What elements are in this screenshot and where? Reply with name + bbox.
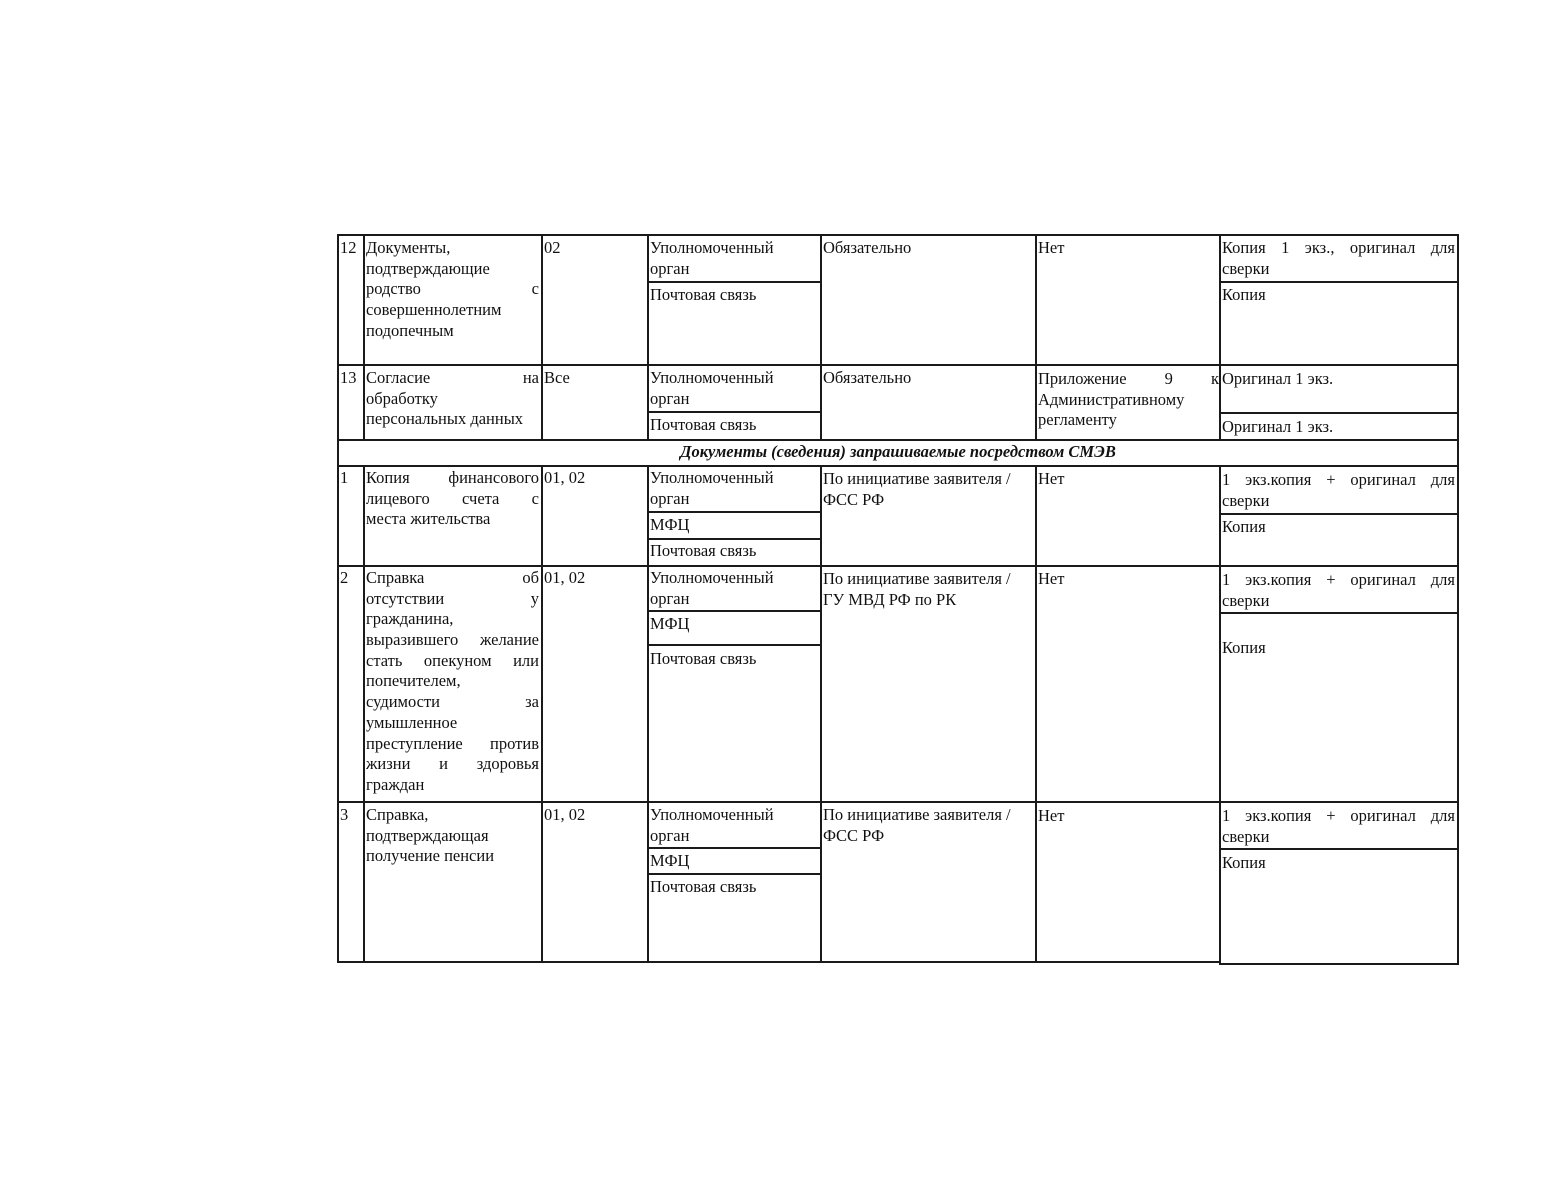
- applicant-category-code: 01, 02: [544, 805, 586, 824]
- submission-channel: Почтовая связь: [650, 415, 757, 434]
- copy-kind: 1 экз.копия + оригинал для сверки: [1222, 806, 1455, 846]
- document-name: Копия финансового лицевого счета с места жительства: [366, 468, 539, 529]
- subrow-divider: [647, 847, 822, 849]
- table-border-bottom: [337, 961, 1221, 963]
- requirement: По инициативе заявителя / ФСС РФ: [823, 805, 1011, 845]
- submission-channel: Уполномоченный орган: [650, 238, 774, 278]
- subrow-divider: [647, 610, 822, 612]
- form-template: Нет: [1038, 569, 1065, 588]
- subrow-divider: [1219, 412, 1459, 414]
- copy-kind: Копия: [1222, 638, 1266, 657]
- copy-kind: 1 экз.копия + оригинал для сверки: [1222, 570, 1455, 610]
- submission-channel: МФЦ: [650, 851, 690, 870]
- requirement: Обязательно: [823, 238, 912, 257]
- subrow-divider: [647, 644, 822, 646]
- column-divider: [1035, 465, 1037, 962]
- form-template: Нет: [1038, 469, 1065, 488]
- copy-kind: Копия: [1222, 285, 1266, 304]
- submission-channel: МФЦ: [650, 614, 690, 633]
- copy-kind: Оригинал 1 экз.: [1222, 417, 1334, 436]
- row-number: 2: [340, 568, 349, 587]
- row-number: 12: [340, 238, 357, 257]
- subrow-divider: [647, 511, 822, 513]
- table-border-bottom: [1219, 963, 1459, 965]
- applicant-category-code: 01, 02: [544, 468, 586, 487]
- subrow-divider: [647, 281, 822, 283]
- form-template: Нет: [1038, 806, 1065, 825]
- column-divider: [820, 234, 822, 440]
- section-title: Документы (сведения) запрашиваемые посредством СМЭВ: [680, 442, 1116, 461]
- copy-kind: Оригинал 1 экз.: [1222, 369, 1334, 388]
- row-divider: [337, 364, 1459, 366]
- column-divider: [541, 234, 543, 440]
- requirement: Обязательно: [823, 368, 912, 387]
- submission-channel: Почтовая связь: [650, 541, 757, 560]
- submission-channel: Уполномоченный орган: [650, 468, 774, 508]
- column-divider: [1219, 234, 1221, 440]
- applicant-category-code: 02: [544, 238, 561, 257]
- document-name: Документы, подтверждающие родство с совершеннолетним подопечным: [366, 238, 539, 340]
- copy-kind: Копия 1 экз., оригинал для сверки: [1222, 238, 1455, 278]
- submission-channel: Почтовая связь: [650, 877, 757, 896]
- subrow-divider: [647, 873, 822, 875]
- submission-channel: Почтовая связь: [650, 649, 757, 668]
- subrow-divider: [647, 411, 822, 413]
- requirement: По инициативе заявителя / ФСС РФ: [823, 469, 1011, 509]
- submission-channel: Уполномоченный орган: [650, 568, 774, 608]
- table-border-right: [1457, 234, 1459, 964]
- subrow-divider: [1219, 848, 1459, 850]
- subrow-divider: [1219, 513, 1459, 515]
- requirement: По инициативе заявителя / ГУ МВД РФ по РК: [823, 569, 1011, 609]
- subrow-divider: [1219, 612, 1459, 614]
- document-name: Справка об отсутствии у гражданина, выразившего желание стать опекуном или попечителем, судимости за умышленное преступление против жизни и здоровья граждан: [366, 568, 539, 794]
- row-divider: [337, 565, 1459, 567]
- submission-channel: Почтовая связь: [650, 285, 757, 304]
- submission-channel: МФЦ: [650, 515, 690, 534]
- copy-kind: Копия: [1222, 517, 1266, 536]
- column-divider: [541, 465, 543, 962]
- column-divider: [363, 234, 365, 440]
- copy-kind: Копия: [1222, 853, 1266, 872]
- column-divider: [1035, 234, 1037, 440]
- table-border-top: [337, 234, 1459, 236]
- subrow-divider: [1219, 281, 1459, 283]
- document-name: Справка, подтверждающая получение пенсии: [366, 805, 495, 866]
- row-number: 1: [340, 468, 349, 487]
- form-template: Приложение 9 к Административному регламенту: [1038, 369, 1219, 430]
- row-divider: [337, 801, 1459, 803]
- row-number: 13: [340, 368, 357, 387]
- column-divider: [647, 234, 649, 440]
- table-border-left: [337, 234, 339, 962]
- column-divider: [1219, 465, 1221, 964]
- applicant-category-code: 01, 02: [544, 568, 586, 587]
- document-name: Согласие на обработку персональных данных: [366, 368, 539, 429]
- subrow-divider: [647, 538, 822, 540]
- copy-kind: 1 экз.копия + оригинал для сверки: [1222, 470, 1455, 510]
- applicant-category-code: Все: [544, 368, 570, 387]
- column-divider: [363, 465, 365, 962]
- submission-channel: Уполномоченный орган: [650, 368, 774, 408]
- form-template: Нет: [1038, 238, 1065, 257]
- submission-channel: Уполномоченный орган: [650, 805, 774, 845]
- row-number: 3: [340, 805, 349, 824]
- row-divider: [337, 465, 1459, 467]
